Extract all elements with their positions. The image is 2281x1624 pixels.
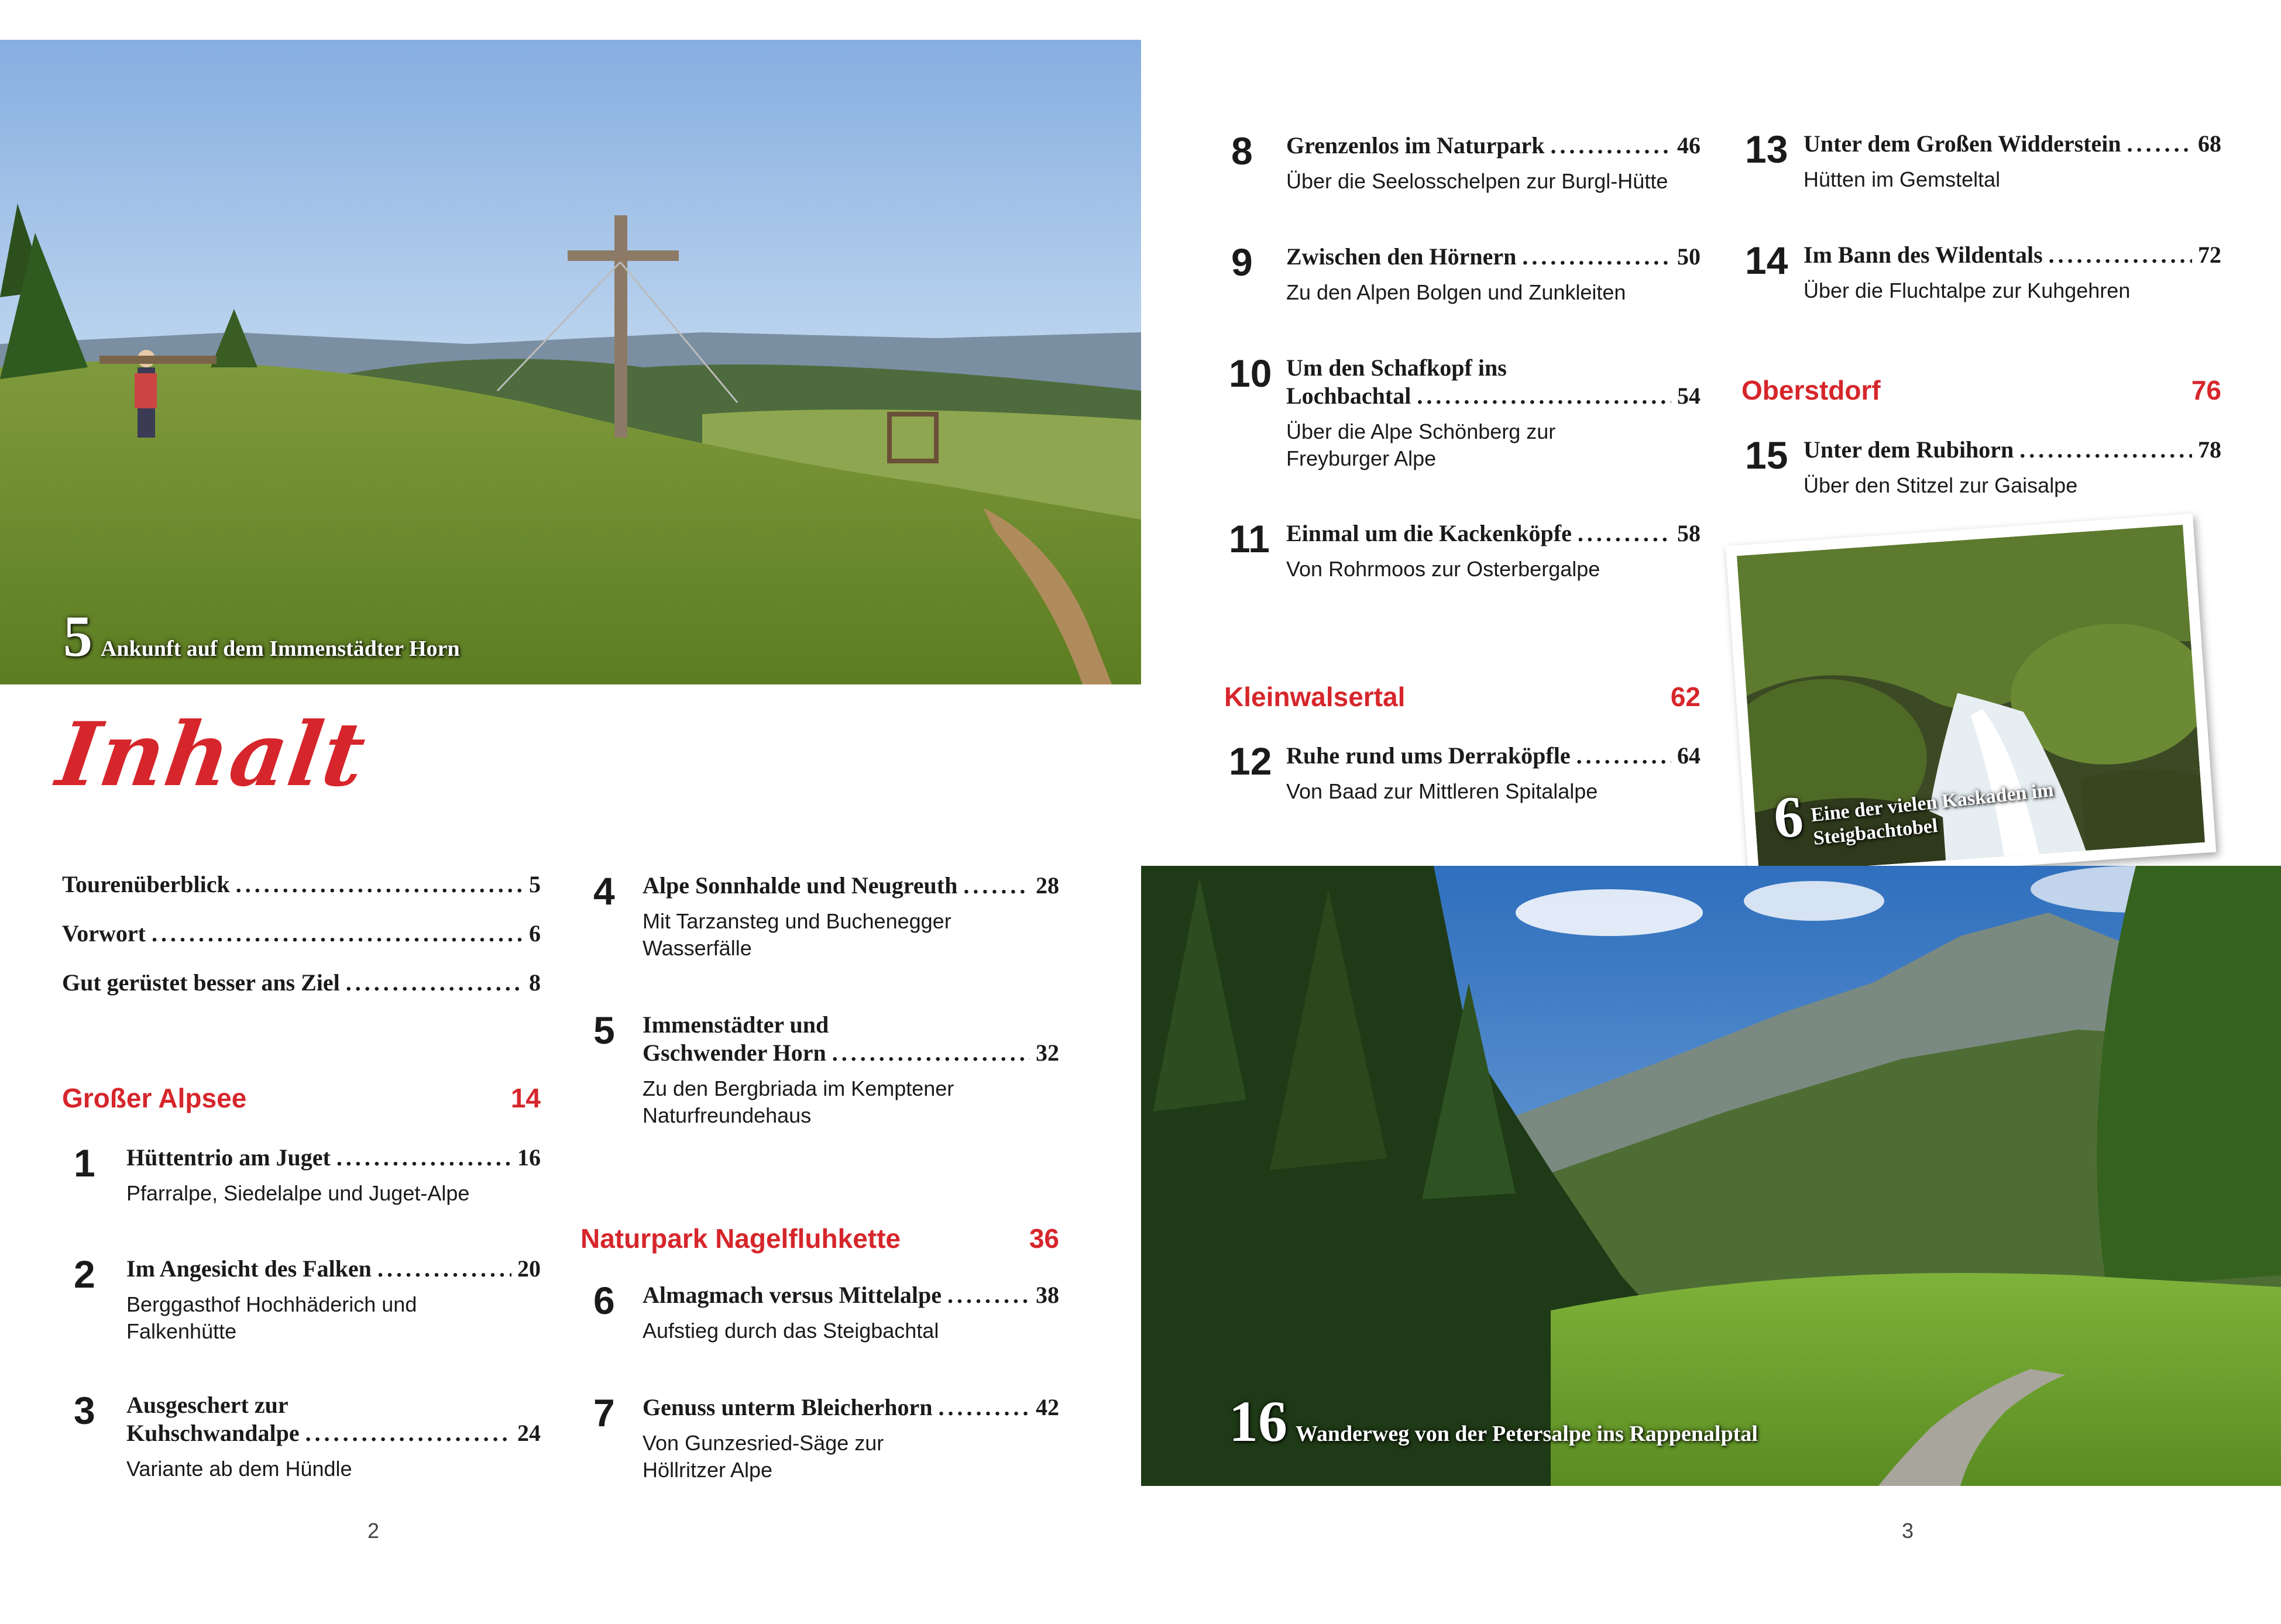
tour-number: 14 [1745, 239, 1788, 282]
section-name: Oberstdorf [1741, 375, 1881, 405]
tour-title: Almagmach versus Mittelalpe [643, 1282, 942, 1308]
tour-entry-12[interactable] [1229, 739, 1701, 818]
tour-subtitle: Variante ab dem Hündle [126, 1457, 352, 1481]
toc-entry-label: Tourenüberblick [62, 871, 230, 897]
tour-title-first-line: Ausgeschert zur [126, 1392, 288, 1418]
leader-dots [1417, 382, 1671, 410]
section-page: 62 [1670, 682, 1701, 712]
tour-title-line [1803, 130, 2221, 158]
section-page: 76 [2191, 375, 2221, 405]
section-name: Großer Alpsee [62, 1083, 247, 1113]
tour-page: 28 [1036, 872, 1059, 899]
tour-number: 6 [593, 1279, 615, 1322]
tour-page: 58 [1677, 520, 1701, 546]
leader-dots [1522, 243, 1671, 271]
tour-title: Alpe Sonnhalde und Neugreuth [643, 872, 958, 899]
tour-entry-4[interactable] [593, 869, 1059, 965]
leader-dots [963, 872, 1030, 900]
tour-page: 54 [1677, 383, 1701, 409]
tour-number: 11 [1229, 517, 1270, 560]
leader-dots [305, 1419, 511, 1447]
tour-title: Einmal um die Kackenköpfe [1286, 520, 1572, 546]
photo-caption-number: 5 [63, 604, 92, 669]
tour-title: Ruhe rund ums Derraköpfle [1286, 742, 1571, 769]
tour-title-line [1286, 243, 1701, 271]
section-grosser-alpsee[interactable] [62, 1082, 541, 1114]
tour-title-line [126, 1419, 541, 1447]
tour-page: 16 [517, 1144, 541, 1171]
tour-title: Lochbachtal [1286, 383, 1411, 409]
tour-subtitle: Mit Tarzansteg und Buchenegger Wasserfälle [643, 909, 951, 960]
tour-subtitle: Von Baad zur Mittleren Spitalalpe [1286, 779, 1598, 803]
leader-dots [377, 1255, 511, 1283]
tour-title-line [1803, 436, 2221, 464]
photo-immenstaedter-horn [0, 40, 1141, 684]
tour-number: 1 [74, 1141, 95, 1185]
photo-waterfall-frame [1726, 514, 2217, 885]
tour-entry-13[interactable] [1745, 130, 2221, 206]
tour-subtitle: Aufstieg durch das Steigbachtal [643, 1319, 939, 1343]
tour-subtitle: Von Gunzesried-Säge zur Höllritzer Alpe [643, 1431, 884, 1482]
tour-title-line [1286, 132, 1701, 160]
tour-entry-3[interactable] [74, 1391, 541, 1496]
tour-subtitle: Pfarralpe, Siedelalpe und Juget-Alpe [126, 1181, 470, 1205]
tour-number: 13 [1745, 128, 1788, 171]
toc-entry-vorwort[interactable] [62, 920, 541, 947]
toc-entry-page: 5 [529, 871, 541, 897]
tour-entry-6[interactable] [593, 1281, 1059, 1351]
tour-entry-8[interactable] [1231, 129, 1701, 208]
tour-number: 2 [74, 1253, 95, 1296]
tour-title: Zwischen den Hörnern [1286, 243, 1517, 270]
tour-title: Unter dem Großen Widderstein [1803, 130, 2121, 157]
tour-subtitle: Über die Fluchtalpe zur Kuhgehren [1803, 278, 2131, 302]
tour-title: Unter dem Rubihorn [1803, 436, 2014, 463]
tour-entry-7[interactable] [593, 1391, 1059, 1487]
tour-title-line [1803, 241, 2221, 269]
leader-dots [336, 1144, 511, 1172]
tour-number: 3 [74, 1389, 95, 1432]
leader-dots [947, 1281, 1030, 1309]
page-number-left: 2 [367, 1519, 380, 1543]
section-name: Kleinwalsertal [1224, 682, 1406, 712]
section-name: Naturpark Nagelfluhkette [580, 1223, 901, 1254]
tour-entry-9[interactable] [1231, 240, 1701, 319]
photo-caption-valley [1229, 1389, 1758, 1454]
tour-title: Grenzenlos im Naturpark [1286, 132, 1545, 159]
tour-number: 7 [593, 1391, 615, 1434]
tour-entry-14[interactable] [1745, 241, 2221, 317]
page-number-right: 3 [1902, 1519, 1914, 1543]
leader-dots [2049, 241, 2192, 269]
tour-entry-11[interactable] [1229, 519, 1701, 596]
tour-entry-10[interactable] [1229, 354, 1701, 483]
leader-dots [1576, 742, 1671, 770]
tour-entry-1[interactable] [74, 1141, 541, 1231]
tour-subtitle: Über die Alpe Schönberg zur Freyburger Alpe [1286, 419, 1556, 470]
tour-page: 50 [1677, 243, 1701, 270]
tour-title-line [643, 1281, 1059, 1309]
leader-dots [236, 871, 523, 898]
tour-subtitle: Von Rohrmoos zur Osterbergalpe [1286, 557, 1600, 581]
tour-subtitle: Zu den Alpen Bolgen und Zunkleiten [1286, 280, 1626, 304]
tour-title-line [126, 1144, 541, 1172]
toc-entry-label: Vorwort [62, 920, 146, 947]
leader-dots [346, 969, 523, 996]
tour-page: 68 [2198, 130, 2221, 157]
tour-title-line [643, 872, 1059, 900]
tour-number: 8 [1231, 129, 1253, 173]
toc-entry-page: 6 [529, 920, 541, 947]
tour-number: 12 [1229, 739, 1272, 783]
tour-page: 46 [1677, 132, 1701, 159]
leader-dots [832, 1039, 1030, 1067]
toc-entry-tourenueberblick[interactable] [62, 871, 541, 898]
tour-title: Genuss unterm Bleicherhorn [643, 1394, 933, 1420]
section-oberstdorf[interactable] [1741, 374, 2221, 406]
tour-title: Hüttentrio am Juget [126, 1144, 331, 1171]
photo-immenstaedter-horn-image [0, 40, 1141, 684]
leader-dots [939, 1394, 1030, 1422]
tour-subtitle: Berggasthof Hochhäderich und Falkenhütte [126, 1292, 417, 1343]
tour-title-line [1286, 382, 1701, 410]
section-kleinwalsertal[interactable] [1224, 681, 1701, 713]
tour-title: Kuhschwandalpe [126, 1420, 300, 1446]
tour-subtitle: Zu den Bergbriada im Kemptener Naturfreundehaus [643, 1076, 954, 1127]
tour-subtitle: Über den Stitzel zur Gaisalpe [1803, 473, 2078, 497]
page-title: Inhalt [51, 703, 373, 806]
tour-title-line [1286, 519, 1701, 548]
leader-dots [2019, 436, 2192, 464]
tour-title-line [643, 1394, 1059, 1422]
leader-dots [2127, 130, 2192, 158]
tour-entry-5[interactable] [593, 1011, 1059, 1134]
photo-caption-number: 16 [1229, 1389, 1287, 1454]
section-page: 14 [510, 1083, 541, 1113]
tour-title-line [1286, 742, 1701, 770]
tour-number: 15 [1745, 433, 1788, 477]
tour-page: 78 [2198, 436, 2221, 463]
leader-dots [1578, 519, 1671, 548]
tour-title: Im Angesicht des Falken [126, 1255, 372, 1282]
tour-page: 72 [2198, 242, 2221, 268]
photo-caption-top-left [63, 604, 460, 669]
tour-subtitle: Hütten im Gemsteltal [1803, 167, 2001, 191]
tour-title: Gschwender Horn [643, 1040, 826, 1066]
photo-rappenalptal [1141, 866, 2281, 1486]
tour-entry-15[interactable] [1745, 433, 2221, 512]
tour-page: 24 [517, 1420, 541, 1446]
photo-caption-text: Ankunft auf dem Immenstädter Horn [101, 636, 460, 661]
tour-title-line [643, 1039, 1059, 1067]
tour-page: 42 [1036, 1394, 1059, 1420]
tour-page: 64 [1677, 742, 1701, 769]
tour-title-first-line: Immenstädter und [643, 1011, 829, 1038]
photo-caption-text: Wanderweg von der Petersalpe ins Rappenalptal [1296, 1422, 1758, 1446]
tour-page: 20 [517, 1255, 541, 1282]
leader-dots [1550, 132, 1671, 160]
toc-entry-page: 8 [529, 969, 541, 996]
tour-number: 9 [1231, 240, 1253, 284]
tour-entry-2[interactable] [74, 1255, 541, 1348]
photo-caption-number: 6 [1771, 783, 1806, 851]
leader-dots [152, 920, 523, 947]
tour-title-first-line: Um den Schafkopf ins [1286, 355, 1507, 381]
tour-number: 10 [1229, 352, 1272, 395]
tour-number: 5 [593, 1009, 615, 1052]
section-page: 36 [1029, 1223, 1059, 1254]
tour-page: 32 [1036, 1040, 1059, 1066]
photo-caption-text: Eine der vielen Kaskaden im Steigbachtobel [1809, 779, 2055, 850]
tour-page: 38 [1036, 1282, 1059, 1308]
toc-entry-label: Gut gerüstet besser ans Ziel [62, 969, 340, 996]
section-naturpark-nagelfluhkette[interactable] [580, 1223, 1059, 1254]
tour-title: Im Bann des Wildentals [1803, 242, 2043, 268]
tour-subtitle: Über die Seelosschelpen zur Burgl-Hütte [1286, 169, 1668, 193]
toc-entry-gut-geruestet[interactable] [62, 969, 541, 996]
tour-title-line [126, 1255, 541, 1283]
tour-number: 4 [593, 869, 615, 913]
